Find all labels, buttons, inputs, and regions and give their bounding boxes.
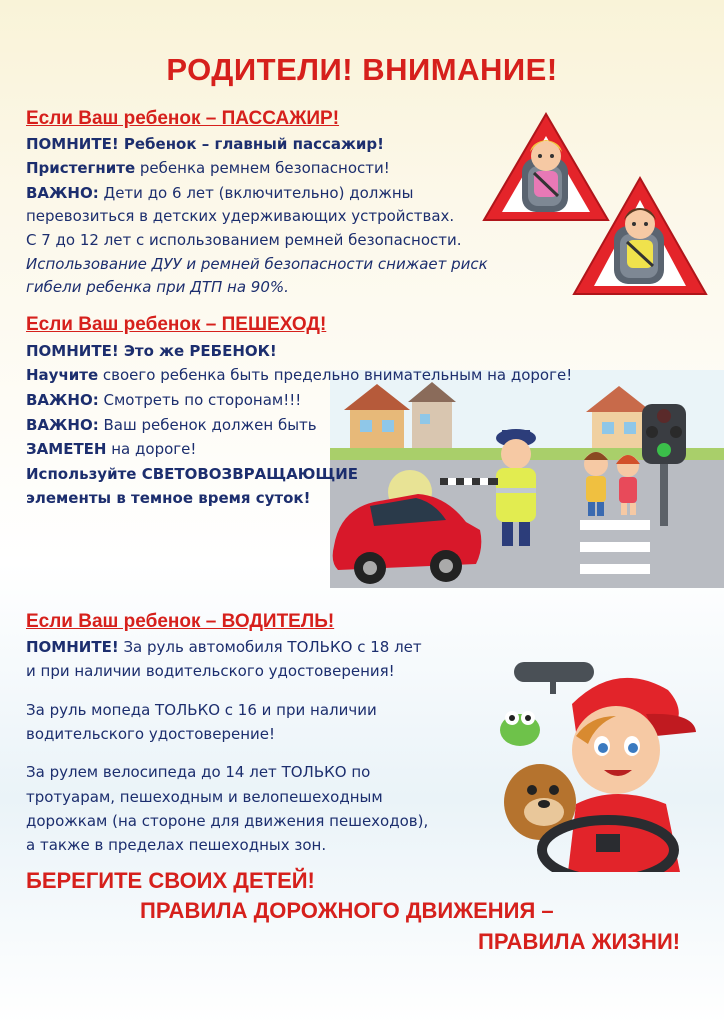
passenger-line-3 (26, 182, 414, 205)
pedestrian-line-5-text: на дороге! (106, 440, 197, 458)
pedestrian-line-4-bold: ВАЖНО: (26, 416, 99, 434)
pedestrian-line-6 (26, 463, 358, 486)
passenger-line-4: перевозиться в детских удерживающих устройствах. (26, 207, 455, 225)
frog-toy (500, 711, 540, 746)
pedestrian-line-3-text: Смотреть по сторонам!!! (98, 391, 302, 409)
passenger-line-1 (26, 133, 384, 156)
driver-line-2: и при наличии водительского удостоверения! (26, 662, 395, 680)
pedestrian-line-7-bold: элементы в темное время суток! (26, 489, 311, 507)
driver-line-1-bold: ПОМНИТЕ! (26, 638, 119, 656)
passenger-line-5: С 7 до 12 лет с использованием ремней безопасности. (26, 231, 462, 249)
passenger-line-3-bold: ВАЖНО: (26, 184, 99, 202)
driver-line-3: За руль мопеда ТОЛЬКО с 16 и при наличии (26, 701, 377, 719)
driver-line-7: дорожкам (на стороне для движения пешеходов), (26, 812, 429, 830)
pedestrian-line-1-bold: ПОМНИТЕ! Это же РЕБЕНОК! (26, 342, 277, 360)
pedestrian-crossing (580, 520, 650, 574)
driver-line-4: водительского удостоверение! (26, 725, 276, 743)
pedestrian-line-6-bold: Используйте (26, 465, 137, 483)
child-seat-signs-illustration (480, 108, 720, 304)
child-driver-illustration (496, 654, 698, 872)
pedestrian-line-2-bold: Научите (26, 366, 99, 384)
passenger-line-2-bold: Пристегните (26, 159, 136, 177)
pedestrian-line-5-bold: ЗАМЕТЕН (26, 440, 107, 458)
passenger-heading: Если Ваш ребенок – ПАССАЖИР! (26, 108, 340, 129)
pedestrian-line-2 (26, 364, 572, 387)
footer-line-2: ПРАВИЛА ДОРОЖНОГО ДВИЖЕНИЯ – (140, 898, 554, 923)
driver-heading: Если Ваш ребенок – ВОДИТЕЛЬ! (26, 611, 335, 632)
pedestrian-line-6-text: СВЕТОВОЗВРАЩАЮЩИЕ (136, 465, 359, 483)
pedestrian-line-7 (26, 487, 310, 510)
passenger-line-7: гибели ребенка при ДТП на 90%. (26, 278, 289, 296)
passenger-line-2-text: ребенка ремнем безопасности! (135, 159, 390, 177)
pedestrian-heading: Если Ваш ребенок – ПЕШЕХОД! (26, 314, 327, 335)
warning-triangle-sign-1 (484, 114, 608, 220)
passenger-line-3-text: Дети до 6 лет (включительно) должны (98, 184, 414, 202)
pedestrian-line-3 (26, 389, 301, 412)
passenger-line-2 (26, 157, 390, 180)
pedestrian-line-3-bold: ВАЖНО: (26, 391, 99, 409)
pedestrian-line-5 (26, 438, 196, 461)
passenger-line-6: Использование ДУУ и ремней безопасности снижает риск (26, 255, 488, 273)
footer-line-1: БЕРЕГИТЕ СВОИХ ДЕТЕЙ! (26, 868, 315, 893)
driver-line-1 (26, 636, 422, 659)
passenger-line-1-bold: ПОМНИТЕ! Ребенок – главный пассажир! (26, 135, 384, 153)
pedestrian-line-1 (26, 340, 277, 363)
pedestrian-line-2-text: своего ребенка быть предельно внимательным на дороге! (98, 366, 573, 384)
driver-line-5: За рулем велосипеда до 14 лет ТОЛЬКО по (26, 763, 371, 781)
footer-line-3: ПРАВИЛА ЖИЗНИ! (478, 929, 681, 954)
pedestrian-line-4-text: Ваш ребенок должен быть (98, 416, 317, 434)
street-scene-illustration (330, 370, 724, 588)
driver-line-1-text: За руль автомобиля ТОЛЬКО с 18 лет (118, 638, 422, 656)
page-title: РОДИТЕЛИ! ВНИМАНИЕ! (166, 52, 558, 87)
driver-line-6: тротуарам, пешеходным и велопешеходным (26, 788, 383, 806)
pedestrian-line-4 (26, 414, 317, 437)
driver-line-8: а также в пределах пешеходных зон. (26, 836, 327, 854)
